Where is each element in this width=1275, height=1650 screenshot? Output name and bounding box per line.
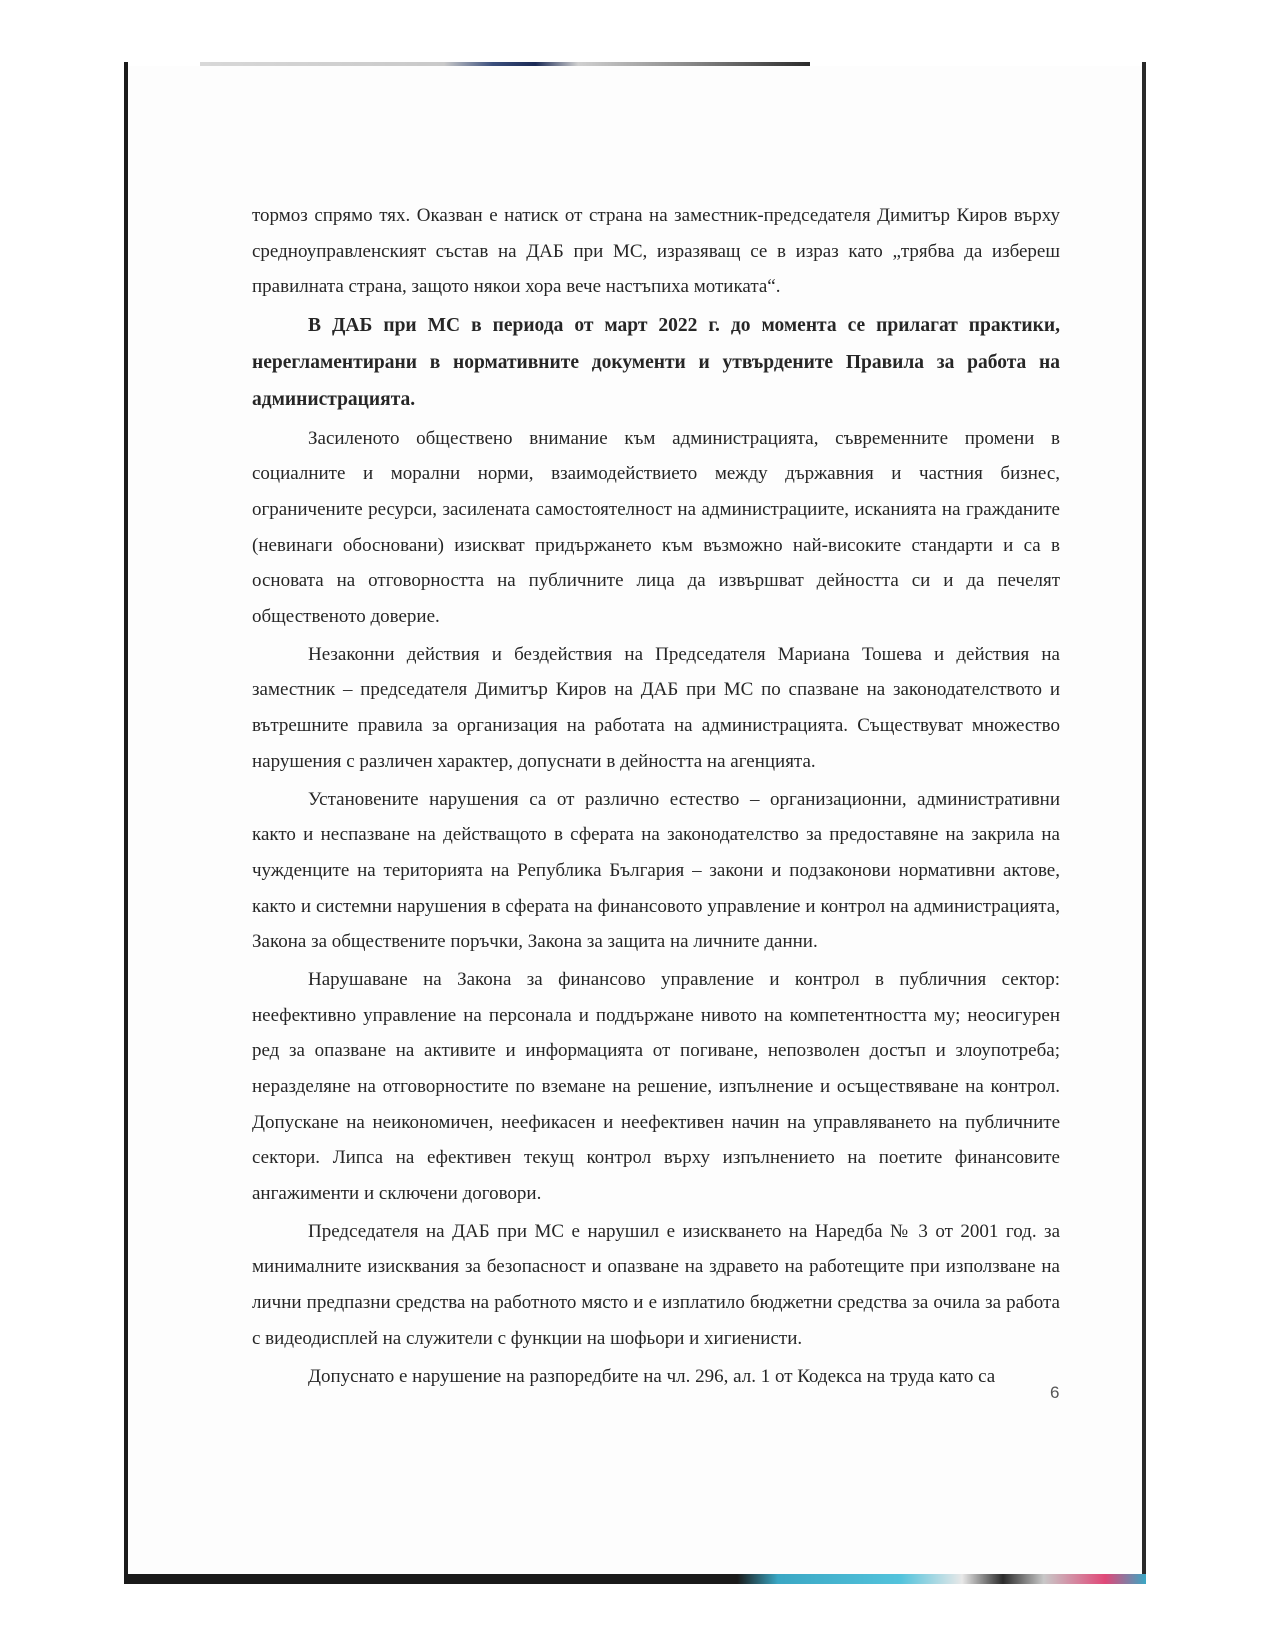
page-number: 6 [1050,1383,1060,1402]
paragraph-financial-control: Нарушаване на Закона за финансово управление и контрол в публичния сектор: неефективно управление на персонала и поддържане нивото на компетентността му; неосигурен ред за опазване на активите и информацията от погиване, непозволен достъп и злоупотреба; неразделяне на отговорностите по вземане на решение, изпълнение и осъществяване на контрол. Допускане на неикономичен, неефикасен и неефективен начин на управляването на публичните сектори. Липса на ефективен текущ контрол върху изпълнението на поетите финансовите ангажименти и сключени договори. [252,969,1060,1204]
scan-edge-bottom [124,1574,1146,1584]
paragraph-public-attention: Засиленото обществено внимание към администрацията, съвременните промени в социалните и морални норми, взаимодействието между държавния и частния бизнес, ограничените ресурси, засилената самостоятелност на администрациите, исканията на гражданите (невинаги обосновани) изискват придържането към възможно най-високите стандарти и са в основата на отговорността на публичните лица да извършват дейността си и да печелят общественото доверие. [252,427,1060,627]
paragraph-ordinance: Председателя на ДАБ при МС е нарушил е изискването на Наредба № 3 от 2001 год. за минималните изисквания за безопасност и опазване на здравето на работещите при използване на лични предпазни средства на работното място и е изплатило бюджетни средства за очила за работа с видеодисплей на служители с функции на шофьори и хигиенисти. [252,1220,1060,1349]
scan-edge-right [1142,62,1146,1582]
paragraph-labour-code: Допуснато е нарушение на разпоредбите на чл. 296, ал. 1 от Кодекса на труда като са [308,1365,996,1387]
document-body [252,198,1060,1397]
paragraph-bold-statement: В ДАБ при МС в периода от март 2022 г. до момента се прилагат практики, нерегламентирани в нормативните документи и утвърдените Правила за работа на администрацията. [252,315,1060,411]
paragraph-continuation: тормоз спрямо тях. Оказван е натиск от страна на заместник-председателя Димитър Киров върху средноуправленският състав на ДАБ при МС, изразяващ се в израз като „трябва да избереш правилната страна, защото някои хора вече настъпиха мотиката“. [252,205,1060,298]
paragraph-illegal-actions: Незаконни действия и бездействия на Председателя Мариана Тошева и действия на заместник – председателя Димитър Киров на ДАБ при МС по спазване на законодателството и вътрешните правила за организация на работата на администрацията. Съществуват множество нарушения с различен характер, допуснати в дейността на агенцията. [252,643,1060,772]
paragraph-violations-nature: Установените нарушения са от различно естество – организационни, административни както и неспазване на действащото в сферата на законодателство за предоставяне на закрила на чужденците на територията на Република България – закони и подзаконови нормативни актове, както и системни нарушения в сферата на финансовото управление и контрол на администрацията, Закона за обществените поръчки, Закона за защита на личните данни. [252,788,1060,953]
